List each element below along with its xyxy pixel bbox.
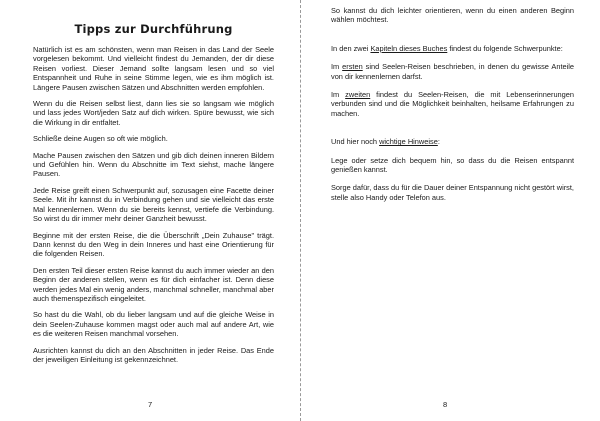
paragraph: Ausrichten kannst du dich an den Abschnitten in jeder Reise. Das Ende der jeweiligen Einleitung ist gekennzeichnet. bbox=[33, 345, 274, 364]
first-chapter-paragraph bbox=[331, 62, 574, 81]
paragraph: Lege oder setze dich bequem hin, so dass du die Reisen entspannt genießen kannst. bbox=[331, 155, 574, 175]
underlined-text: wichtige Hinweise bbox=[379, 137, 438, 147]
page-number: 8 bbox=[443, 400, 448, 409]
right-page bbox=[301, 0, 600, 421]
text: Und hier noch bbox=[331, 137, 380, 147]
text: sind Seelen-Reisen beschrieben, in denen du gewisse Anteile von dir kennenlernen darfst. bbox=[331, 62, 574, 81]
paragraph: Den ersten Teil dieser ersten Reise kannst du auch immer wieder an den Beginn der anderen stellen, wenn es für dich einfacher ist. Denn diese werden jedes Mal ein wenig anders, manchmal schneller, manchmal aber auch themenspezifisch eingeleitet. bbox=[33, 265, 274, 303]
text: Im bbox=[331, 62, 343, 72]
text: Im bbox=[331, 90, 346, 100]
paragraph: So hast du die Wahl, ob du lieber langsam und auf die gleiche Weise in dein Seelen-Zuhause kommen magst oder auch mal auf andere Art, wie es die weiteren Reisen manchmal vorsehen. bbox=[33, 310, 274, 339]
paragraph: Wenn du die Reisen selbst liest, dann lies sie so langsam wie möglich und lass jedes Wort/jeden Satz auf dich wirken. Spüre bewusst, wie sich die Wirkung in dir entfaltet. bbox=[33, 99, 274, 127]
hints-heading bbox=[331, 137, 574, 146]
paragraph: So kannst du dich leichter orientieren, wenn du einen anderen Beginn wählen möchtest. bbox=[331, 6, 574, 25]
paragraph: Jede Reise greift einen Schwerpunkt auf, sozusagen eine Facette deiner Seele. Mit ihr kannst du in Verbindung gehen und sie vielleicht das erste Mal kennenlernen. Wenn du sie bereits kennst, vertiefe die Verbindung. So wirst du dir immer mehr deiner Ganzheit bewusst. bbox=[33, 185, 274, 224]
second-chapter-paragraph bbox=[331, 90, 574, 118]
underlined-text: zweiten bbox=[345, 90, 371, 100]
text: findest du Seelen-Reisen, die mit Lebenserinnerungen verbunden sind und die Möglichkeit beinhalten, heilsame Erfahrungen zu machen. bbox=[331, 90, 574, 118]
paragraph: Natürlich ist es am schönsten, wenn man Reisen in das Land der Seele vorgelesen bekommt. Und vielleicht findest du Jemanden, der dir diese Reisen vorliest. Dieser Jemand sollte langsam lesen und so viel Entspannheit und Ruhe in seine Stimme legen, wie es ihm möglich ist. Längere Pausen zwischen Sätzen und Abschnitten werden empfohlen. bbox=[33, 45, 274, 92]
page-title: Tipps zur Durchführung bbox=[74, 22, 233, 36]
paragraph: Sorge dafür, dass du für die Dauer deiner Entspannung nicht gestört wirst, stelle also Handy oder Telefon aus. bbox=[331, 183, 574, 202]
paragraph: Beginne mit der ersten Reise, die die Überschrift „Dein Zuhause" trägt. Dann kennst du den Weg in dein Inneres und hast eine Orientierung für die folgenden Reisen. bbox=[33, 230, 274, 259]
text: In den zwei bbox=[331, 43, 371, 53]
page-number: 7 bbox=[148, 400, 153, 409]
underlined-text: ersten bbox=[342, 62, 363, 72]
paragraph: Mache Pausen zwischen den Sätzen und gib dich deinen inneren Bildern und Gefühlen hin. Wenn du Abschnitte im Text siehst, mache längere Pausen. bbox=[33, 150, 274, 179]
underlined-text: Kapiteln dieses Buches bbox=[370, 43, 448, 53]
paragraph: Schließe deine Augen so oft wie möglich. bbox=[33, 134, 168, 144]
text: : bbox=[437, 137, 440, 147]
chapters-paragraph bbox=[331, 44, 574, 53]
text: findest du folgende Schwerpunkte: bbox=[447, 43, 563, 53]
